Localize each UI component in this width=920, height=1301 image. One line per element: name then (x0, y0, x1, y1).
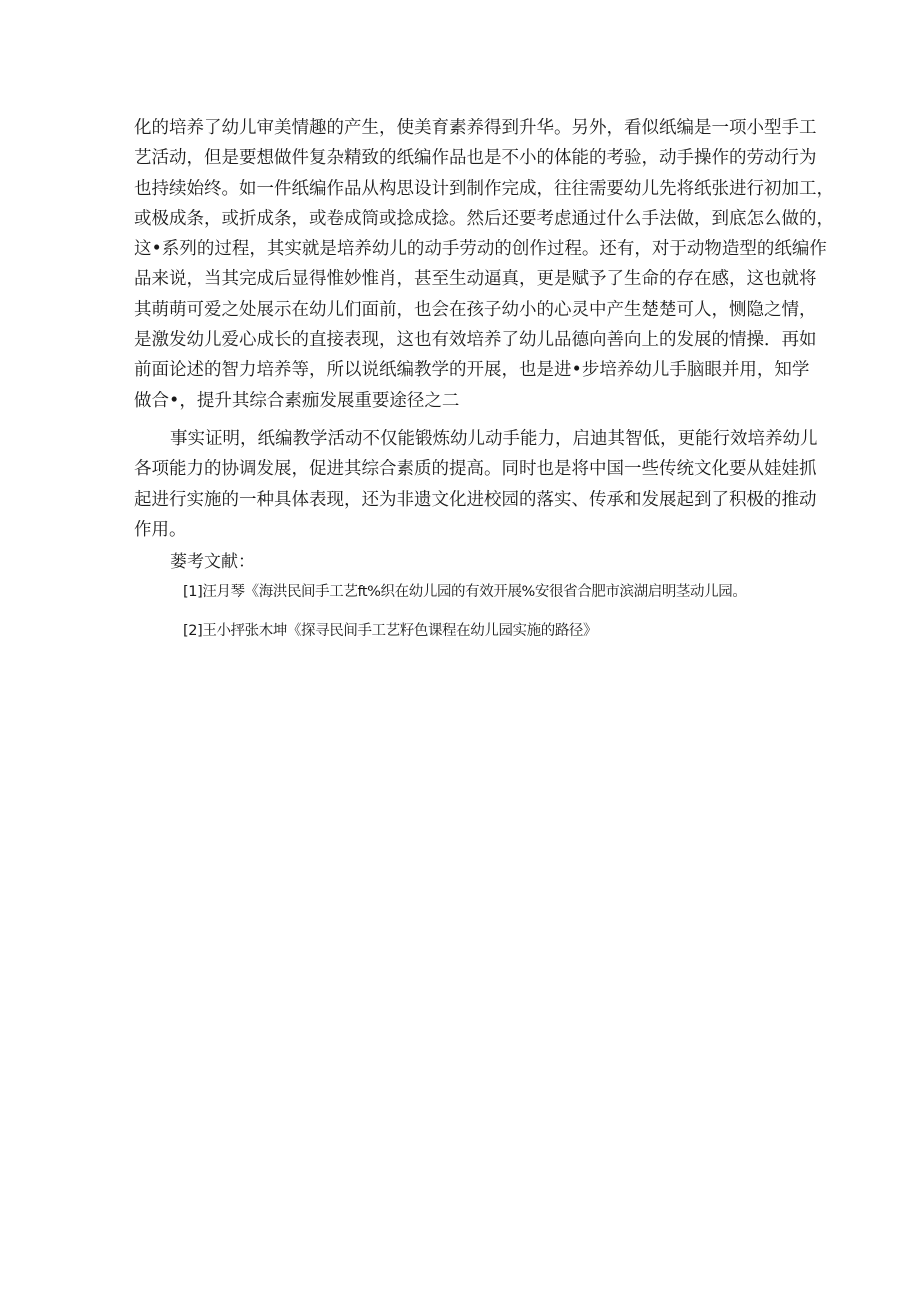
paragraph-line: 事实证明，纸编教学活动不仅能锻炼幼儿动手能力，启迪其智低，更能行效培养幼儿 (170, 429, 818, 449)
paragraph-line: 作用。 (134, 519, 187, 540)
paragraph-2 (134, 424, 818, 545)
paragraph-1 (134, 113, 834, 416)
paragraph-line: 前面论述的智力培养等，所以说纸编教学的开展，也是进•步培养幼儿手脑眼并用，知学 (134, 360, 810, 381)
paragraph-line: 其萌萌可爱之处展示在幼儿们面前，也会在孩子幼小的心灵中产生楚楚可人，恻隐之情， (134, 299, 817, 320)
reference-item: [2]王小抨张木坤《探寻民间手工艺籽色课程在幼儿园实施的路径》 (183, 623, 598, 639)
paragraph-line: 品来说，当其完成后显得惟妙惟肖，甚至生动逼真，更是赋予了生命的存在感，这也就将 (134, 269, 817, 290)
paragraph-line: 是激发幼儿爱心成长的直接表现，这也有效培养了幼儿品德向善向上的发展的情操．再如 (134, 330, 817, 351)
paragraph-line: 或极成条，或折成条，或卷成筒或捻成捻。然后还要考虑通过什么手法做，到底怎么做的， (134, 208, 834, 229)
paragraph-line: 做合•，提升其综合素痂发展重要途径之二 (134, 390, 460, 411)
paragraph-line: 各项能力的协调发展，促进其综合素质的提高。同时也是将中国一些传统文化要从娃娃抓 (134, 459, 817, 480)
paragraph-line: 这•系列的过程，其实就是培养幼儿的动手劳动的创作过程。还有，对于动物造型的纸编作 (134, 239, 827, 260)
paragraph-line: 艺活动，但是要想做件复杂精致的纸编作品也是不小的体能的考验，动手操作的劳动行为 (134, 148, 817, 169)
paragraph-line: 化的培养了幼儿审美情趣的产生，使美育素养得到升华。另外，看似纸编是一项小型手工 (134, 118, 817, 138)
paragraph-line: 起进行实施的一种具体表现，还为非遗文化进校园的落实、传承和发展起到了积极的推动 (134, 489, 817, 510)
paragraph-line: 也持续始终。如一件纸编作品从构思设计到制作完成，往往需要幼儿先将纸张进行初加工， (134, 178, 834, 199)
reference-item: [1]汪月琴《海洪民间手工艺ft%织在幼儿园的有效开展%安很省合肥市滨湖启明茎动儿园。 (183, 584, 747, 600)
references-heading: 蒌考文献： (170, 552, 255, 572)
